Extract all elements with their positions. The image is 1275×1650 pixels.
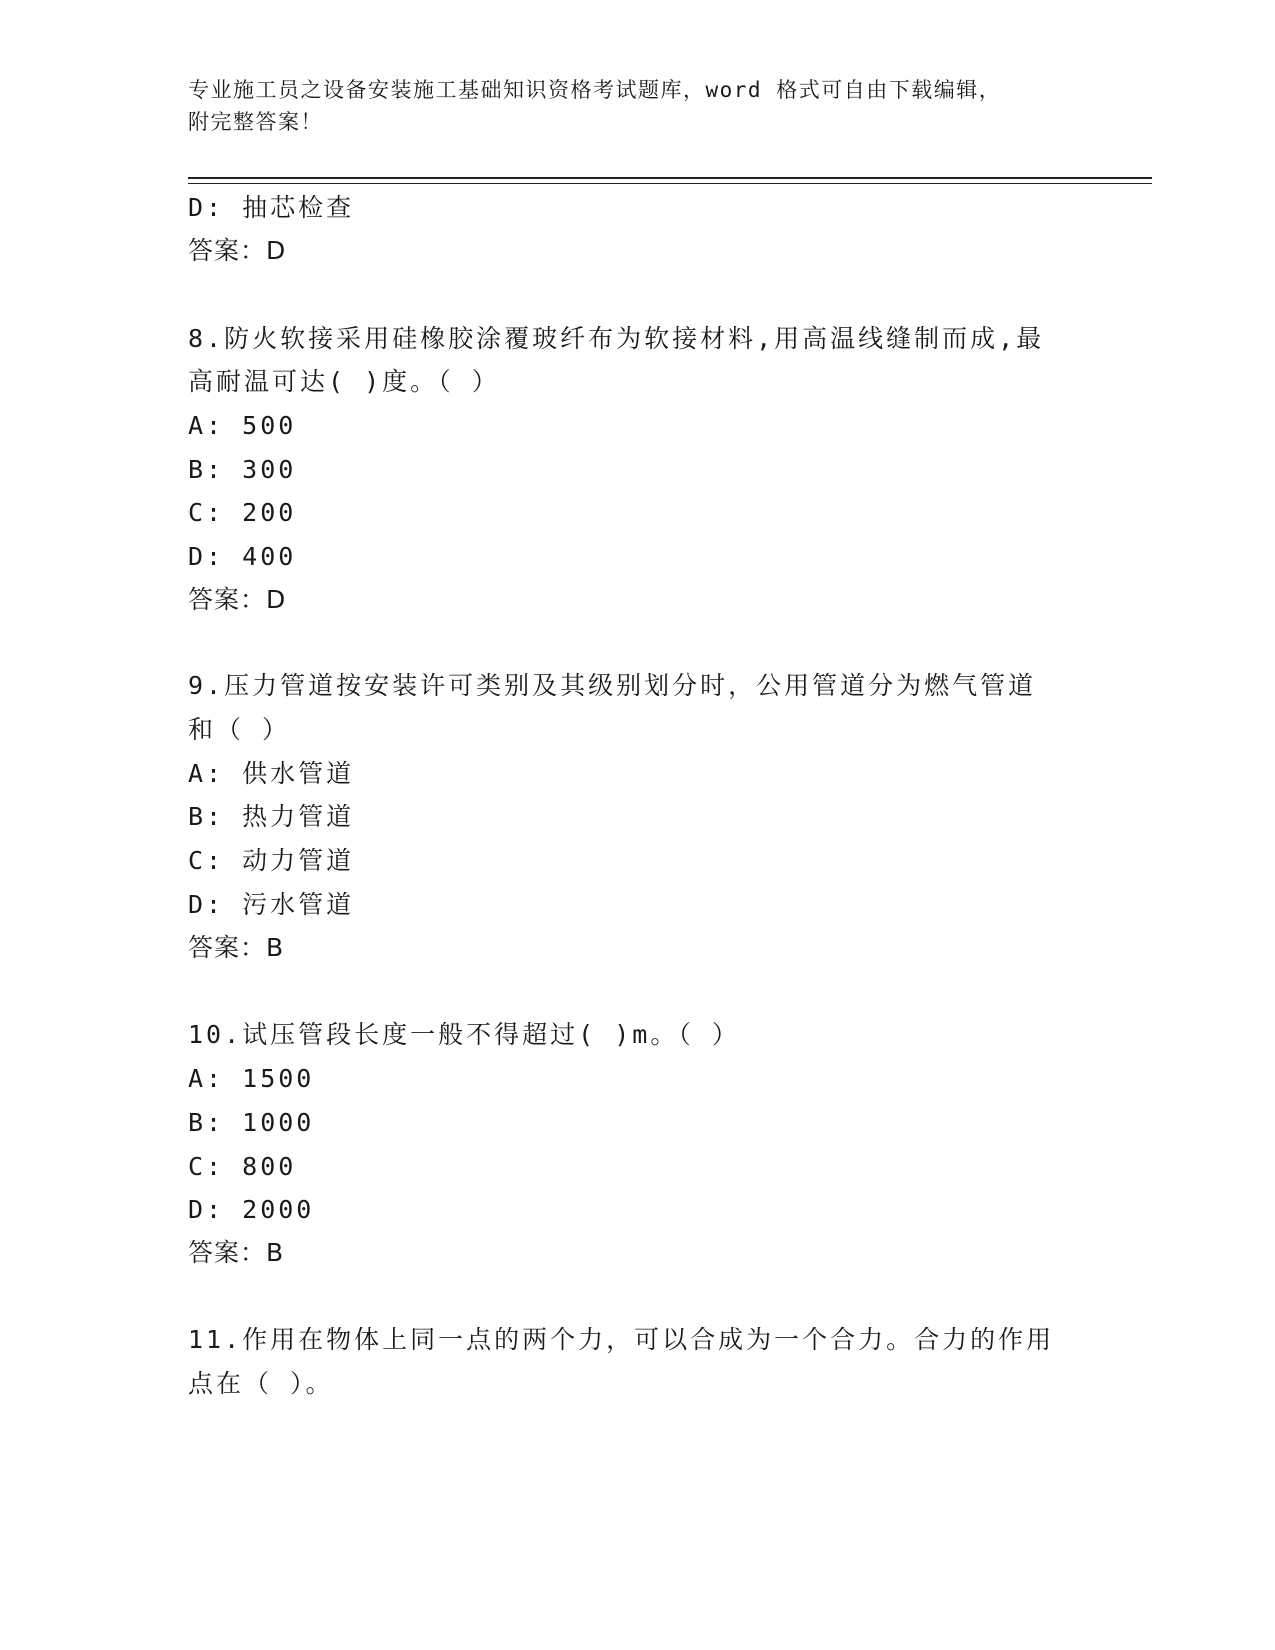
q10-option-c: C: 800	[188, 1152, 297, 1181]
q11-stem-line-1: 11.作用在物体上同一点的两个力，可以合成为一个合力。合力的作用	[188, 1325, 1055, 1354]
q9-option-d: D: 污水管道	[188, 890, 355, 919]
q8-option-c: C: 200	[188, 498, 297, 527]
q9-option-a: A: 供水管道	[188, 759, 355, 788]
q10-option-b: B: 1000	[188, 1108, 315, 1137]
q10-stem: 10.试压管段长度一般不得超过( )m。（ ）	[188, 1020, 740, 1049]
q10-option-a: A: 1500	[188, 1064, 315, 1093]
header-rule-thin	[188, 183, 1152, 184]
q9-answer: 答案：B	[188, 933, 285, 962]
document-header	[188, 74, 1068, 138]
q8-option-b: B: 300	[188, 455, 297, 484]
q9-stem-line-1: 9.压力管道按安装许可类别及其级别划分时，公用管道分为燃气管道	[188, 671, 1037, 700]
q9-option-b: B: 热力管道	[188, 802, 355, 831]
q9-option-c: C: 动力管道	[188, 846, 355, 875]
header-rule-thick	[188, 177, 1152, 179]
q8-option-d: D: 400	[188, 542, 297, 571]
prev-option-d: D: 抽芯检查	[188, 193, 355, 222]
q8-answer: 答案：D	[188, 585, 287, 614]
q8-option-a: A: 500	[188, 411, 297, 440]
header-line-1: 专业施工员之设备安装施工基础知识资格考试题库，word 格式可自由下载编辑，	[188, 78, 1002, 102]
q9-stem-line-2: 和（ ）	[188, 715, 291, 744]
q10-answer: 答案：B	[188, 1238, 285, 1267]
q11-stem-line-2: 点在（ ）。	[188, 1369, 334, 1398]
q10-option-d: D: 2000	[188, 1195, 315, 1224]
q8-stem-line-1: 8.防火软接采用硅橡胶涂覆玻纤布为软接材料,用高温线缝制而成,最	[188, 324, 1045, 353]
prev-answer: 答案：D	[188, 236, 287, 265]
q8-stem-line-2: 高耐温可达( )度。（ ）	[188, 367, 500, 396]
header-line-2: 附完整答案！	[188, 110, 323, 134]
